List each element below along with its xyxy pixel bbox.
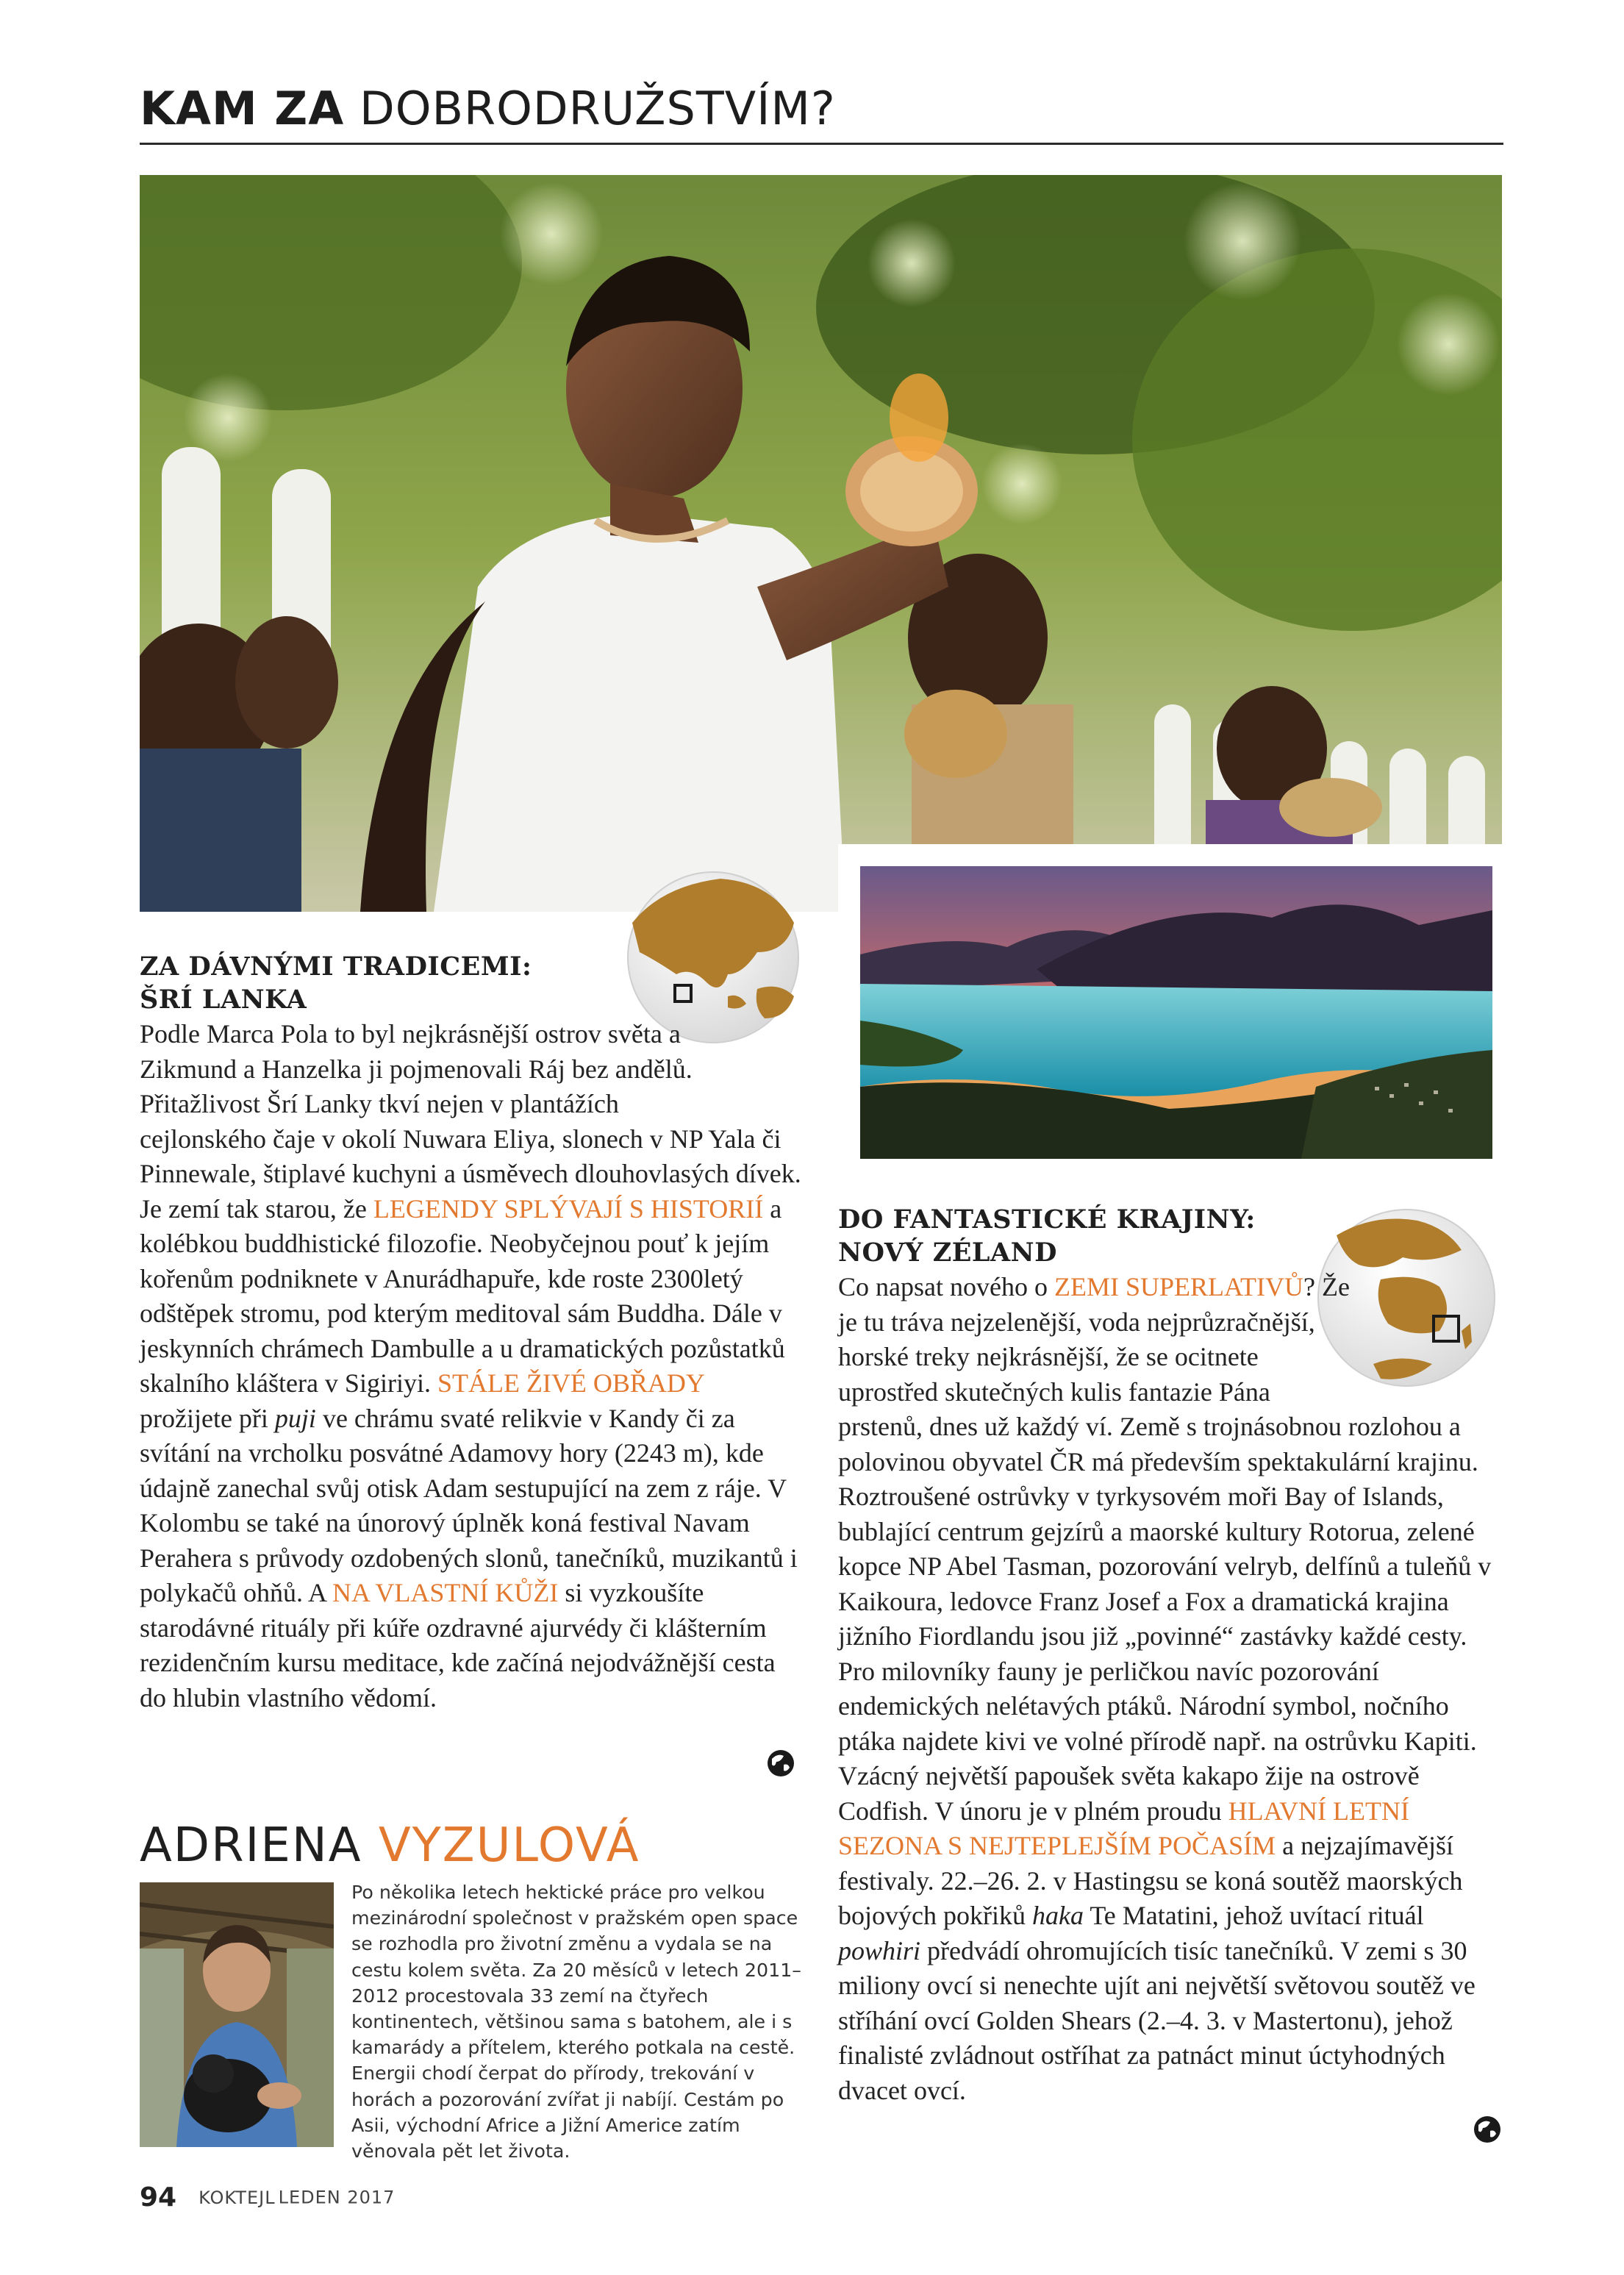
- sri-lanka-ritual-photo: [140, 175, 1502, 912]
- section-title: [140, 79, 836, 138]
- new-zealand-heading: [838, 1203, 1367, 1269]
- highlight-legendy: LEGENDY SPLÝVAJÍ S HISTORIÍ: [373, 1193, 764, 1224]
- highlight-obrady: STÁLE ŽIVÉ OBŘADY: [437, 1368, 704, 1398]
- author-photo: [140, 1882, 334, 2147]
- highlight-sezona: HLAVNÍ LETNÍ SEZONA S NEJTEPLEJŠÍM POČASÍM: [838, 1796, 1409, 1860]
- author-name: [140, 1816, 640, 1875]
- author-bio: Po několika letech hektické práce pro velkou mezinárodní společnost v pražském open space se rozhodla pro životní změnu a vydala se na cestu kolem světa. Za 20 měsíců v letech 2011–2012 procestovala 33 zemí na čtyřech kontinentech, většinou sama s batohem, ale i s kamarády a přítelem, kterého potkala na cestě. Energii chodí čerpat do přírody, trekování v horách a pozorování zvířat ji nabíjí. Cestám po Asii, východní Africe a Jižní Americe zatím věnovala pět let života.: [351, 1882, 801, 2162]
- section-title-light: DOBRODRUŽSTVÍM?: [359, 82, 836, 135]
- page-number: 94: [140, 2182, 177, 2212]
- sri-lanka-body: Podle Marca Pola to byl nejkrásnější ostrov světa a Zikmund a Hanzelka ji pojmenovali Ráj bez andělů. Přitažlivost Šrí Lanky tkví nejen v plantážích cejlonského čaje v okolí Nuwara Eliya, slonech v NP Yala či Pinnewale, štiplavé kuchyni a úsměvech dlouhovlasých dívek. Je zemí tak starou, že LEGENDY SPLÝVAJÍ S HISTORIÍ a kolébkou buddhistické filozofie. Neobyčejnou pouť k jejím kořenům podniknete v Anurádhapuře, kde roste 2300letý odštěpek stromu, pod kterým meditoval sám Buddha. Dále v jeskynních chrámech Dambulle a u dramatických pozůstatků skalního kláštera v Sigiriyi. STÁLE ŽIVÉ OBŘADY prožijete při puji ve chrámu svaté relikvie v Kandy či za svítání na vrcholku posvátné Adamovy hory (2243 m), kde údajně zanechal svůj otisk Adam sestupující na zem z ráje. V Kolombu se také na únorový úplněk koná festival Navam Perahera s průvody ozdobených slonů, tanečníků, muzikantů i polykačů ohňů. A NA VLASTNÍ KŮŽI si vyzkoušíte starodávné rituály při kúře ozdravné ajurvédy či klášterním rezidenčním kursu meditace, kde začíná nejodvážnější cesta do hlubin vlastního vědomí.: [140, 1019, 801, 1713]
- sri-lanka-heading-line2: ŠRÍ LANKA: [140, 985, 307, 1015]
- globe-end-icon: [1473, 2115, 1502, 2144]
- sri-lanka-heading-line1: ZA DÁVNÝMI TRADICEMI:: [140, 951, 532, 982]
- new-zealand-photo-frame: [838, 844, 1503, 1168]
- section-title-bold: KAM ZA: [140, 82, 345, 135]
- author-first-name: ADRIENA: [140, 1818, 362, 1873]
- page-footer: [140, 2182, 395, 2212]
- highlight-superlativu: ZEMI SUPERLATIVŮ: [1054, 1272, 1303, 1301]
- author-last-name: VYZULOVÁ: [378, 1818, 640, 1873]
- sri-lanka-heading: [140, 950, 654, 1016]
- new-zealand-lake-photo: [860, 866, 1492, 1159]
- highlight-kuzi: NA VLASTNÍ KŮŽI: [332, 1578, 559, 1607]
- page-header: [140, 79, 1503, 145]
- magazine-issue: LEDEN 2017: [278, 2187, 396, 2208]
- new-zealand-heading-line1: DO FANTASTICKÉ KRAJINY:: [838, 1204, 1256, 1235]
- new-zealand-body: Co napsat nového o ZEMI SUPERLATIVŮ? Že je tu tráva nejzelenější, voda nejprůzračnější, horské treky nejkrásnější, že se ocitnete uprostřed skutečných kulis fantazie Pána prstenů, dnes už každý ví. Země s trojnásobnou rozlohou a polovinou obyvatel ČR má především spektakulární krajinu. Roztroušené ostrůvky v tyrkysovém moři Bay of Islands, bublající centrum gejzírů a maorské kultury Rotorua, zelené kopce NP Abel Tasman, pozorování velryb, delfínů a tuleňů v Kaikoura, ledovce Franz Josef a Fox a dramatická krajina jižního Fiordlandu jsou již „povinné“ zastávky každé cesty. Pro milovníky fauny je perličkou navíc pozorování endemických nelétavých ptáků. Národní symbol, nočního ptáka najdete kivi ve volné přírodě např. na ostrůvku Kapiti. Vzácný největší papoušek světa kakapo žije na ostrově Codfish. V únoru je v plném proudu HLAVNÍ LETNÍ SEZONA S NEJTEPLEJŠÍM POČASÍM a nejzajímavější festivaly. 22.–26. 2. v Hastingsu se koná soutěž maorských bojových pokřiků haka Te Matatini, jehož uvítací rituál powhiri předvádí ohromujících tisíc tanečníků. V zemi s 30 miliony ovcí si nenechte ujít ani největší světovou soutěž ve stříhání ovcí Golden Shears (2.–4. 3. v Mastertonu), jehož finalisté zvládnout ostříhat za patnáct minut úctyhodných dvacet ovcí.: [838, 1272, 1492, 2105]
- new-zealand-heading-line2: NOVÝ ZÉLAND: [838, 1238, 1058, 1268]
- globe-end-icon: [766, 1749, 795, 1778]
- magazine-name: KOKTEJL: [198, 2187, 276, 2208]
